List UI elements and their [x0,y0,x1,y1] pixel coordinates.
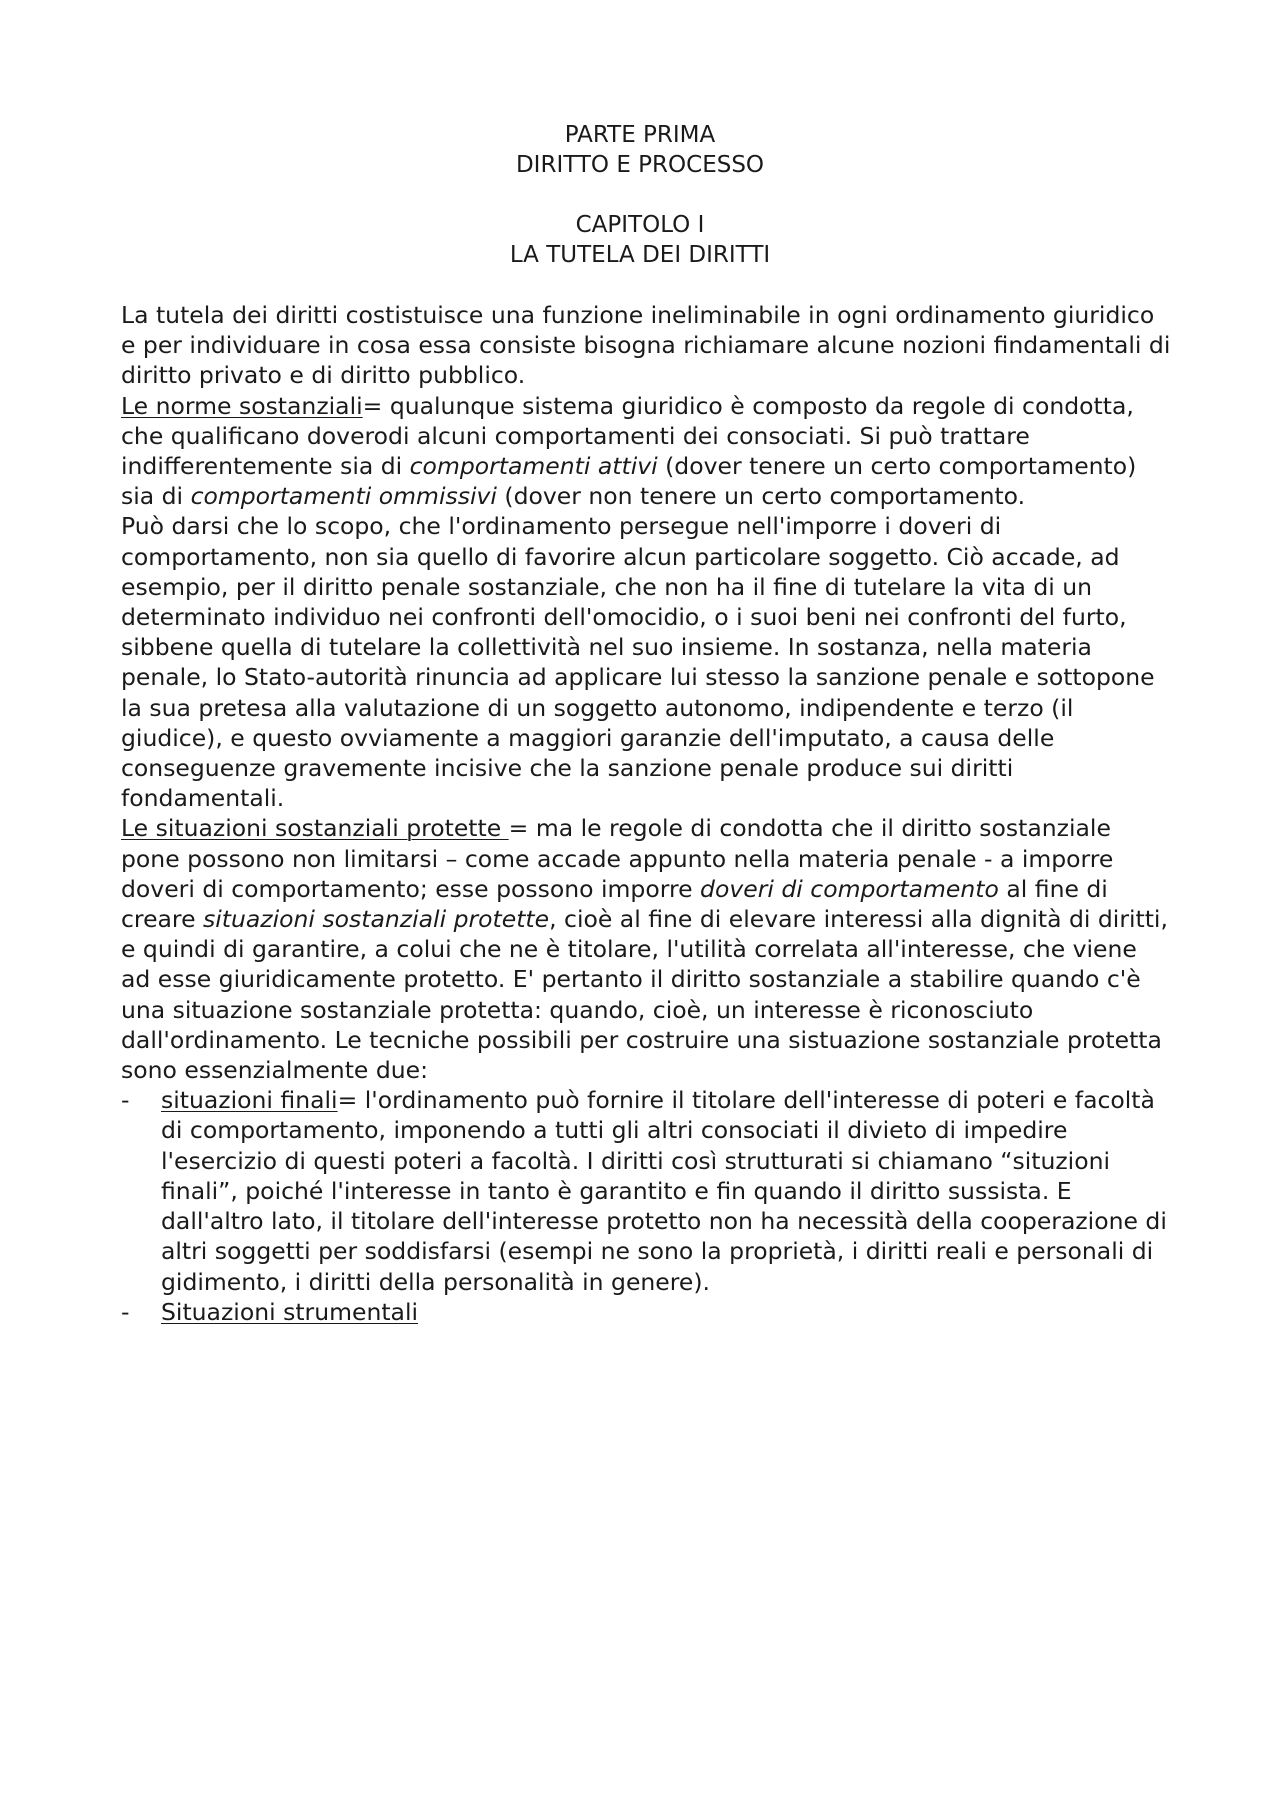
paragraph-text: (dover tenere un certo comportamento) sia di [121,452,1137,511]
italic-term: comportamenti ommissivi [190,482,497,511]
list-item-text: = l'ordinamento può fornire il titolare dell'interesse di poteri e facoltà di comportamento, imponendo a tutti gli altri consociati il divieto di impedire l'esercizio di questi poteri a facoltà. I diritti così strutturati si chiamano “situzioni finali”, poiché l'interesse in tanto è garantito e fin quando il diritto sussista. E dall'altro lato, il titolare dell'interesse protetto non ha necessità della cooperazione di altri soggetti per soddisfarsi (esempi ne sono la proprietà, i diritti reali e personali di gidimento, i diritti della personalità in genere). [161,1086,1167,1296]
term-situazioni-strumentali: Situazioni strumentali [161,1297,419,1326]
list-item [121,1297,1171,1327]
paragraph-scopo: Può darsi che lo scopo, che l'ordinamento persegue nell'imporre i doveri di comportamento, non sia quello di favorire alcun particolare soggetto. Ciò accade, ad esempio, per il diritto penale sostanziale, che non ha il fine di tutelare la vita di un determinato individuo nei confronti dell'omocidio, o i suoi beni nei confronti del furto, sibbene quella di tutelare la collettività nel suo insieme. In sostanza, nella materia penale, lo Stato-autorità rinuncia ad applicare lui stesso la sanzione penale e sottopone la sua pretesa alla valutazione di un soggetto autonomo, indipendente e terzo (il giudice), e questo ovviamente a maggiori garanzie dell'imputato, a causa delle conseguenze gravemente incisive che la sanzione penale produce sui diritti fondamentali. [121,512,1155,813]
document-body [121,300,1171,1327]
italic-term: comportamenti attivi [409,452,658,481]
paragraph-text: (dover non tenere un certo comportamento. [496,482,1026,511]
paragraph-text: al fine di creare [121,874,1108,934]
paragraph-situazioni-protette [121,813,1171,1085]
paragraph-norme-sostanziali [121,391,1171,512]
chapter-heading [0,210,1280,270]
list-dash: - [121,1297,130,1326]
techniques-list [121,1085,1171,1327]
part-subtitle: DIRITTO E PROCESSO [515,152,765,178]
term-norme-sostanziali: Le norme sostanziali [121,391,363,420]
part-title: PARTE PRIMA [564,122,716,148]
term-situazioni-protette: Le situazioni sostanziali protette [121,814,509,843]
paragraph-text: = ma le regole di condotta che il diritto sostanziale pone possono non limitarsi – come accade appunto nella materia penale - a imporre doveri di comportamento; esse possono imporre [121,814,1114,903]
chapter-title: LA TUTELA DEI DIRITTI [509,242,771,268]
paragraph-text: , cioè al fine di elevare interessi alla dignità di diritti, e quindi di garantire, a colui che ne è titolare, l'utilità correlata all'interesse, che viene ad esse giuridicamente protetto. E' pertanto il diritto sostanziale a stabilire quando c'è una situazione sostanziale protetta: quando, cioè, un interesse è riconosciuto dall'ordinamento. Le tecniche possibili per costruire una sistuazione sostanziale protetta sono essenzialmente due: [121,905,1168,1085]
italic-term: situazioni sostanziali protette [203,905,550,934]
term-situazioni-finali: situazioni finali [161,1086,338,1115]
paragraph-text: = qualunque sistema giuridico è composto da regole di condotta, che qualificano doverodi alcuni comportamenti dei consociati. Si può trattare indifferentemente sia di [121,391,1134,481]
chapter-number: CAPITOLO I [575,212,705,238]
paragraph-intro: La tutela dei diritti costistuisce una funzione ineliminabile in ogni ordinamento giuridico e per individuare in cosa essa consiste bisogna richiamare alcune nozioni findamentali di diritto privato e di diritto pubblico. [121,301,1171,390]
list-item [121,1085,1171,1296]
italic-term: doveri di comportamento [700,874,999,903]
part-heading [0,120,1280,180]
list-dash: - [121,1086,130,1115]
